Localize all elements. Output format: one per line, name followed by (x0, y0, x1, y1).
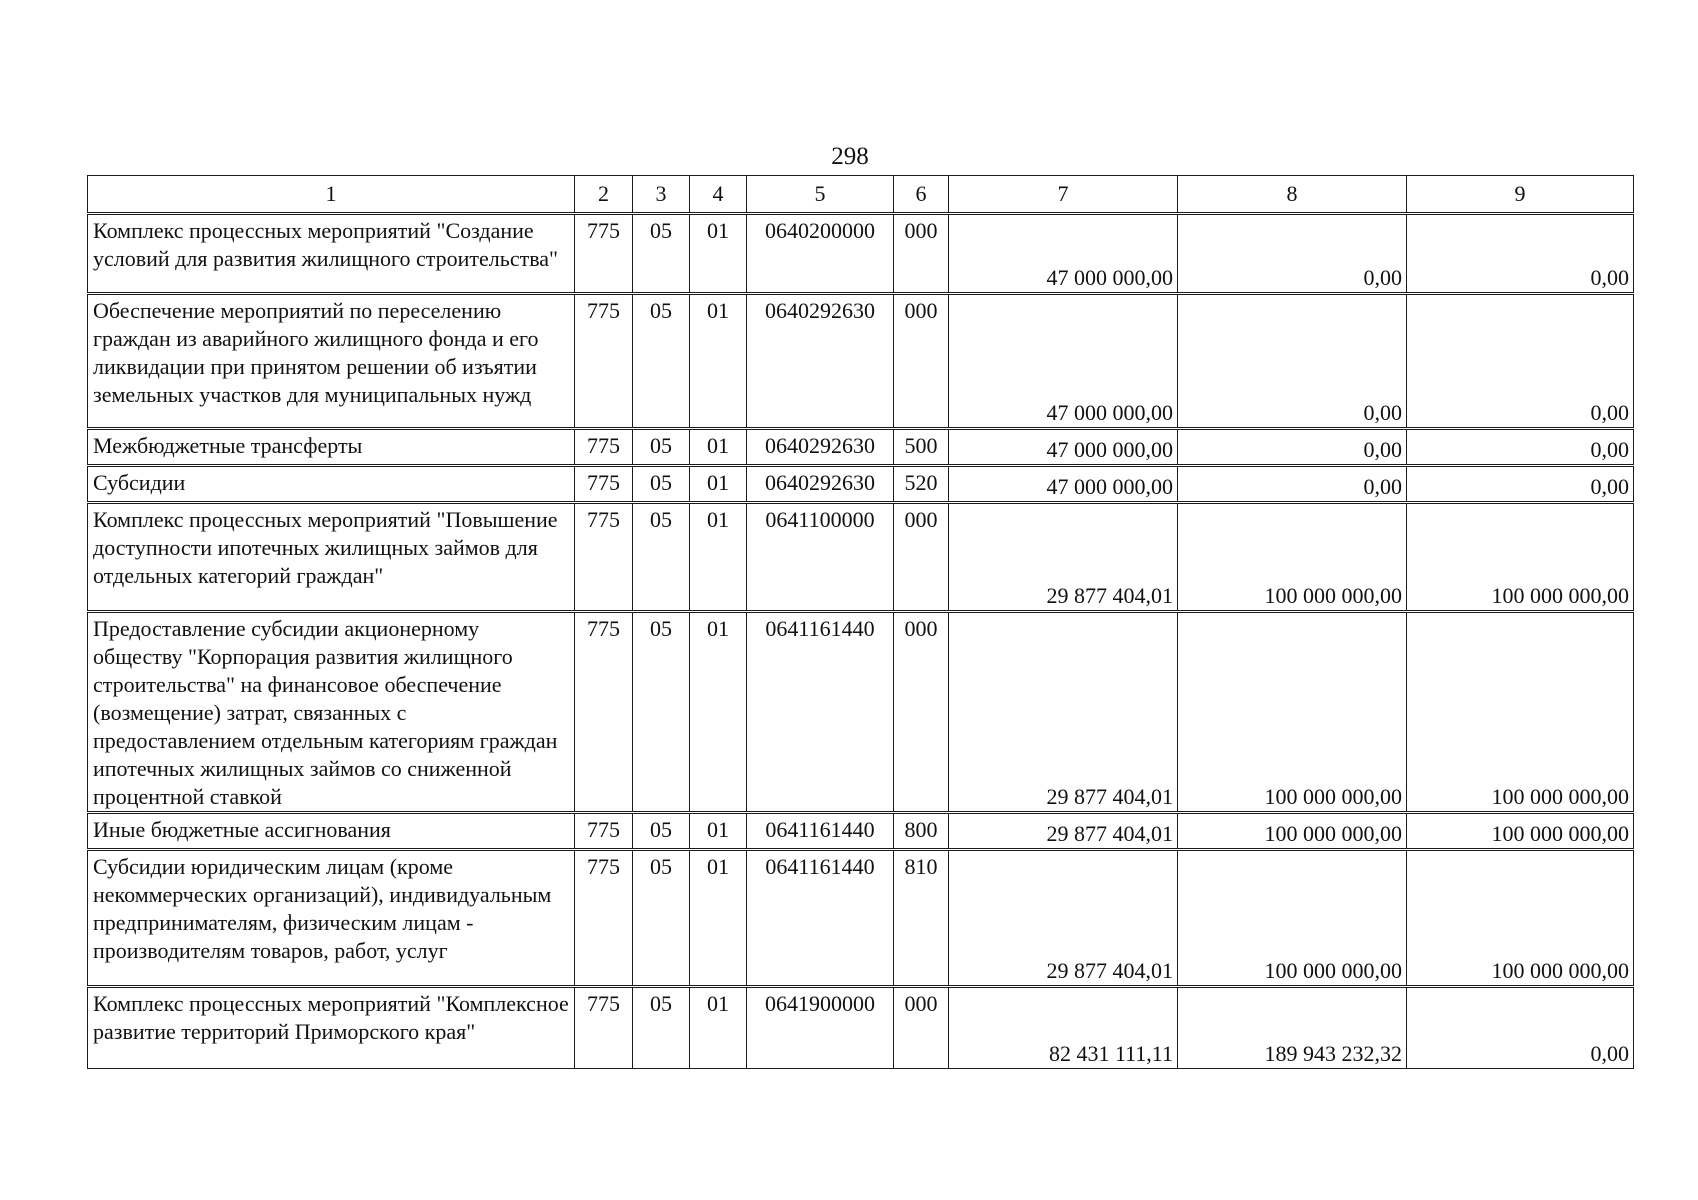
table-row (88, 466, 1634, 503)
row-amount-7: 47 000 000,00 (949, 214, 1178, 294)
row-amount-8: 100 000 000,00 (1178, 503, 1407, 612)
row-amount-9: 0,00 (1407, 429, 1634, 466)
row-code-4: 01 (690, 813, 747, 850)
table-row (88, 813, 1634, 850)
row-code-6: 810 (894, 850, 949, 987)
row-code-3: 05 (633, 429, 690, 466)
column-header-1: 1 (88, 176, 575, 214)
row-code-3: 05 (633, 503, 690, 612)
table-row (88, 987, 1634, 1069)
row-code-6: 000 (894, 294, 949, 429)
row-amount-8: 0,00 (1178, 294, 1407, 429)
row-amount-9: 100 000 000,00 (1407, 503, 1634, 612)
row-amount-8: 0,00 (1178, 466, 1407, 503)
row-amount-9: 100 000 000,00 (1407, 850, 1634, 987)
row-code-2: 775 (575, 813, 633, 850)
row-amount-8: 0,00 (1178, 429, 1407, 466)
row-amount-7: 29 877 404,01 (949, 612, 1178, 813)
row-code-2: 775 (575, 503, 633, 612)
column-header-8: 8 (1178, 176, 1407, 214)
row-code-4: 01 (690, 503, 747, 612)
row-amount-7: 82 431 111,11 (949, 987, 1178, 1069)
row-name: Межбюджетные трансферты (88, 429, 575, 466)
row-code-5: 0640200000 (747, 214, 894, 294)
column-header-5: 5 (747, 176, 894, 214)
row-code-6: 500 (894, 429, 949, 466)
table-row (88, 429, 1634, 466)
row-amount-7: 47 000 000,00 (949, 294, 1178, 429)
row-code-3: 05 (633, 214, 690, 294)
row-code-5: 0641900000 (747, 987, 894, 1069)
row-code-4: 01 (690, 429, 747, 466)
row-amount-7: 47 000 000,00 (949, 466, 1178, 503)
row-code-6: 000 (894, 214, 949, 294)
row-code-6: 000 (894, 503, 949, 612)
row-code-4: 01 (690, 850, 747, 987)
row-code-3: 05 (633, 850, 690, 987)
row-code-5: 0640292630 (747, 294, 894, 429)
row-code-2: 775 (575, 429, 633, 466)
table-row (88, 850, 1634, 987)
row-code-4: 01 (690, 294, 747, 429)
column-header-3: 3 (633, 176, 690, 214)
row-name: Иные бюджетные ассигнования (88, 813, 575, 850)
row-code-3: 05 (633, 813, 690, 850)
row-code-4: 01 (690, 466, 747, 503)
row-code-2: 775 (575, 214, 633, 294)
row-amount-7: 47 000 000,00 (949, 429, 1178, 466)
row-name: Комплекс процессных мероприятий "Создание условий для развития жилищного строительства" (88, 214, 575, 294)
row-code-6: 000 (894, 987, 949, 1069)
row-code-3: 05 (633, 612, 690, 813)
table-row (88, 503, 1634, 612)
row-code-5: 0641161440 (747, 813, 894, 850)
header-row (88, 176, 1634, 214)
row-amount-9: 0,00 (1407, 294, 1634, 429)
row-amount-8: 0,00 (1178, 214, 1407, 294)
page-number: 298 (831, 143, 869, 170)
row-amount-8: 100 000 000,00 (1178, 612, 1407, 813)
row-amount-8: 189 943 232,32 (1178, 987, 1407, 1069)
row-code-2: 775 (575, 294, 633, 429)
column-header-7: 7 (949, 176, 1178, 214)
table-row (88, 294, 1634, 429)
row-name: Комплекс процессных мероприятий "Комплексное развитие территорий Приморского края" (88, 987, 575, 1069)
row-amount-9: 0,00 (1407, 466, 1634, 503)
row-code-4: 01 (690, 987, 747, 1069)
row-amount-8: 100 000 000,00 (1178, 813, 1407, 850)
row-code-3: 05 (633, 466, 690, 503)
row-code-2: 775 (575, 466, 633, 503)
row-code-6: 800 (894, 813, 949, 850)
column-header-6: 6 (894, 176, 949, 214)
row-code-6: 520 (894, 466, 949, 503)
row-name: Комплекс процессных мероприятий "Повышение доступности ипотечных жилищных займов для отдельных категорий граждан" (88, 503, 575, 612)
row-code-5: 0641100000 (747, 503, 894, 612)
row-code-2: 775 (575, 850, 633, 987)
row-code-3: 05 (633, 987, 690, 1069)
row-code-2: 775 (575, 987, 633, 1069)
row-name: Субсидии (88, 466, 575, 503)
row-amount-9: 100 000 000,00 (1407, 612, 1634, 813)
row-name: Обеспечение мероприятий по переселению граждан из аварийного жилищного фонда и его ликвидации при принятом решении об изъятии земельных участков для муниципальных нужд (88, 294, 575, 429)
column-header-2: 2 (575, 176, 633, 214)
row-amount-9: 100 000 000,00 (1407, 813, 1634, 850)
column-header-9: 9 (1407, 176, 1634, 214)
row-amount-7: 29 877 404,01 (949, 850, 1178, 987)
table-row (88, 214, 1634, 294)
row-code-5: 0641161440 (747, 850, 894, 987)
row-amount-7: 29 877 404,01 (949, 813, 1178, 850)
column-header-4: 4 (690, 176, 747, 214)
row-code-4: 01 (690, 612, 747, 813)
row-name: Предоставление субсидии акционерному обществу "Корпорация развития жилищного строительства" на финансовое обеспечение (возмещение) затрат, связанных с предоставлением отдельным категориям граждан ипотечных жилищных займов со сниженной процентной ставкой (88, 612, 575, 813)
row-code-4: 01 (690, 214, 747, 294)
row-amount-9: 0,00 (1407, 987, 1634, 1069)
row-amount-8: 100 000 000,00 (1178, 850, 1407, 987)
row-code-3: 05 (633, 294, 690, 429)
row-code-5: 0641161440 (747, 612, 894, 813)
budget-table (87, 175, 1634, 1069)
row-amount-9: 0,00 (1407, 214, 1634, 294)
row-amount-7: 29 877 404,01 (949, 503, 1178, 612)
row-code-2: 775 (575, 612, 633, 813)
row-code-6: 000 (894, 612, 949, 813)
row-code-5: 0640292630 (747, 466, 894, 503)
row-name: Субсидии юридическим лицам (кроме некоммерческих организаций), индивидуальным предпринимателям, физическим лицам - производителям товаров, работ, услуг (88, 850, 575, 987)
row-code-5: 0640292630 (747, 429, 894, 466)
table-row (88, 612, 1634, 813)
